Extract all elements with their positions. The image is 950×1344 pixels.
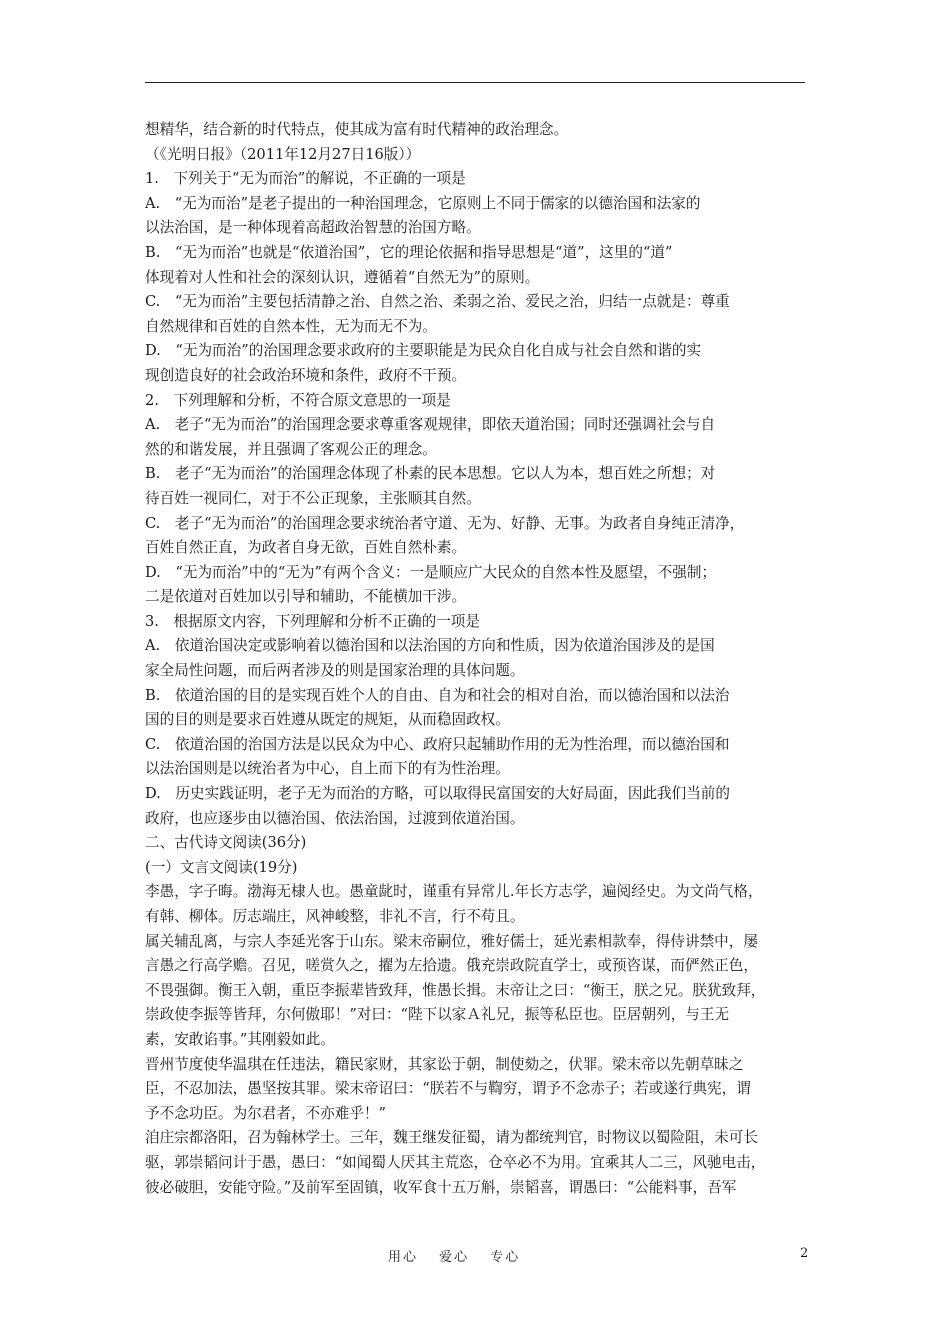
footer-motto: 用心 爱心 专心 — [388, 1250, 521, 1265]
text-line: 臣，不忍加法，愚坚按其罪。梁末帝诏曰：“朕若不与鞫穷，谓予不念赤子；若或遂行典宪，谓 — [145, 1080, 751, 1098]
text-line: D. 历史实践证明，老子无为而治的方略，可以取得民富国安的大好局面，因此我们当前的 — [145, 785, 730, 803]
text-line: 属关辅乱离，与宗人李延光客于山东。梁末帝嗣位，雅好儒士，延光素相款奉，得侍讲禁中，屡 — [145, 932, 758, 950]
text-line: 彼必破胆，安能守险。”及前军至固镇，收军食十五万斛，崇韬喜，谓愚曰：“公能料事，吾军 — [145, 1178, 737, 1196]
text-line: 想精华，结合新的时代特点，使其成为富有时代精神的政治理念。 — [145, 121, 569, 138]
text-line: D. “无为而治”中的“无为”有两个含义：一是顺应广大民众的自然本性及愿望，不强制； — [145, 563, 717, 581]
page-number: 2 — [800, 1246, 809, 1261]
text-line: 驱，郭崇韬问计于愚，愚曰：“如闻蜀人厌其主荒恣，仓卒必不为用。宜乘其人二三，风驰电击， — [145, 1153, 766, 1171]
text-line: B. “无为而治”也就是“依道治国”，它的理论依据和指导思想是“道”，这里的“道” — [145, 243, 673, 261]
text-line: 李愚，字子晦。渤海无棣人也。愚童龀时，谨重有异常儿.年长方志学，遍阅经史。为文尚气格， — [145, 883, 763, 901]
text-line: 以法治国则是以统治者为中心，自上而下的有为性治理。 — [145, 760, 510, 778]
document-body — [145, 118, 807, 1200]
text-line: 言愚之行高学赡。召见，嗟赏久之，擢为左拾遗。俄充崇政院直学士，或预咨谋，而俨然正色， — [145, 957, 758, 975]
text-line: 二是依道对百姓加以引导和辅助，不能横加干涉。 — [145, 588, 467, 606]
text-line: 崇政使李振等皆拜，尔何傲耶！”对曰：“陛下以家Ａ礼兄，振等私臣也。臣居朝列，与王无 — [145, 1006, 730, 1024]
text-line: 不畏强御。衡王入朝，重臣李振辈皆致拜，惟愚长揖。末帝让之曰：“衡王，朕之兄。朕犹致拜， — [145, 981, 766, 999]
text-line: C. “无为而治”主要包括清静之治、自然之治、柔弱之治、爱民之治，归结一点就是：尊重 — [145, 293, 730, 311]
text-line: 3. 根据原文内容，下列理解和分析不正确的一项是 — [145, 612, 480, 630]
text-line: 有韩、柳体。厉志端庄，风神峻整，非礼不言，行不苟且。 — [145, 908, 525, 925]
page-footer — [0, 1246, 950, 1268]
text-line: D. “无为而治”的治国理念要求政府的主要职能是为民众自化自成与社会自然和谐的实 — [145, 342, 702, 360]
text-line: 然的和谐发展，并且强调了客观公正的理念。 — [145, 440, 437, 458]
text-line: 予不念功臣。为尔君者，不亦难乎！” — [145, 1104, 386, 1122]
text-line: 体现着对人性和社会的深刻认识，遵循着“自然无为”的原则。 — [145, 268, 540, 286]
text-line: A. “无为而治”是老子提出的一种治国理念，它原则上不同于儒家的以德治国和法家的 — [145, 194, 701, 212]
text-line: (一）文言文阅读(19分) — [145, 858, 298, 876]
text-line: 自然规律和百姓的自然本性，无为而无不为。 — [145, 317, 437, 335]
text-line: 百姓自然正直，为政者自身无欲，百姓自然朴素。 — [145, 539, 467, 557]
text-line: A. 老子“无为而治”的治国理念要求尊重客观规律，即依天道治国；同时还强调社会与自 — [145, 416, 716, 434]
text-line: 洎庄宗都洛阳，召为翰林学士。三年，魏王继发征蜀，请为都统判官，时物议以蜀险阻，未可长 — [145, 1129, 758, 1147]
text-line: B. 老子“无为而治”的治国理念体现了朴素的民本思想。它以人为本，想百姓之所想；对 — [145, 465, 716, 483]
text-line: 以法治国，是一种体现着高超政治智慧的治国方略。 — [145, 219, 481, 237]
text-line: 2. 下列理解和分析，不符合原文意思的一项是 — [145, 391, 451, 409]
text-line: 晋州节度使华温琪在任违法，籍民家财，其家讼于朝，制使劾之，伏罪。梁末帝以先朝草昧之 — [145, 1055, 744, 1073]
text-line: 国的目的则是要求百姓遵从既定的规矩，从而稳固政权。 — [145, 711, 510, 729]
text-line: A. 依道治国决定或影响着以德治国和以法治国的方向和性质，因为依道治国涉及的是国 — [145, 637, 715, 655]
text-line: 待百姓一视同仁，对于不公正现象，主张顺其自然。 — [145, 489, 481, 507]
text-line: 家全局性问题，而后两者涉及的则是国家治理的具体问题。 — [145, 662, 525, 680]
text-line: 素，安敢谄事。”其刚毅如此。 — [145, 1030, 335, 1048]
text-line: 现创造良好的社会政治环境和条件，政府不干预。 — [145, 366, 467, 384]
text-line: 二、古代诗文阅读(36分) — [145, 834, 307, 852]
text-line: （《光明日报》（2011年12月27日16版）） — [145, 145, 421, 163]
text-line: B. 依道治国的目的是实现百姓个人的自由、自为和社会的相对自治，而以德治国和以法治 — [145, 686, 730, 704]
text-line: 1. 下列关于“无为而治”的解说，不正确的一项是 — [145, 170, 466, 188]
text-line: C. 老子“无为而治”的治国理念要求统治者守道、无为、好静、无事。为政者自身纯正清净， — [145, 514, 745, 532]
text-line: C. 依道治国的治国方法是以民众为中心、政府只起辅助作用的无为性治理，而以德治国和 — [145, 735, 730, 753]
header-rule — [145, 82, 805, 83]
text-line: 政府，也应逐步由以德治国、依法治国，过渡到依道治国。 — [145, 809, 525, 827]
